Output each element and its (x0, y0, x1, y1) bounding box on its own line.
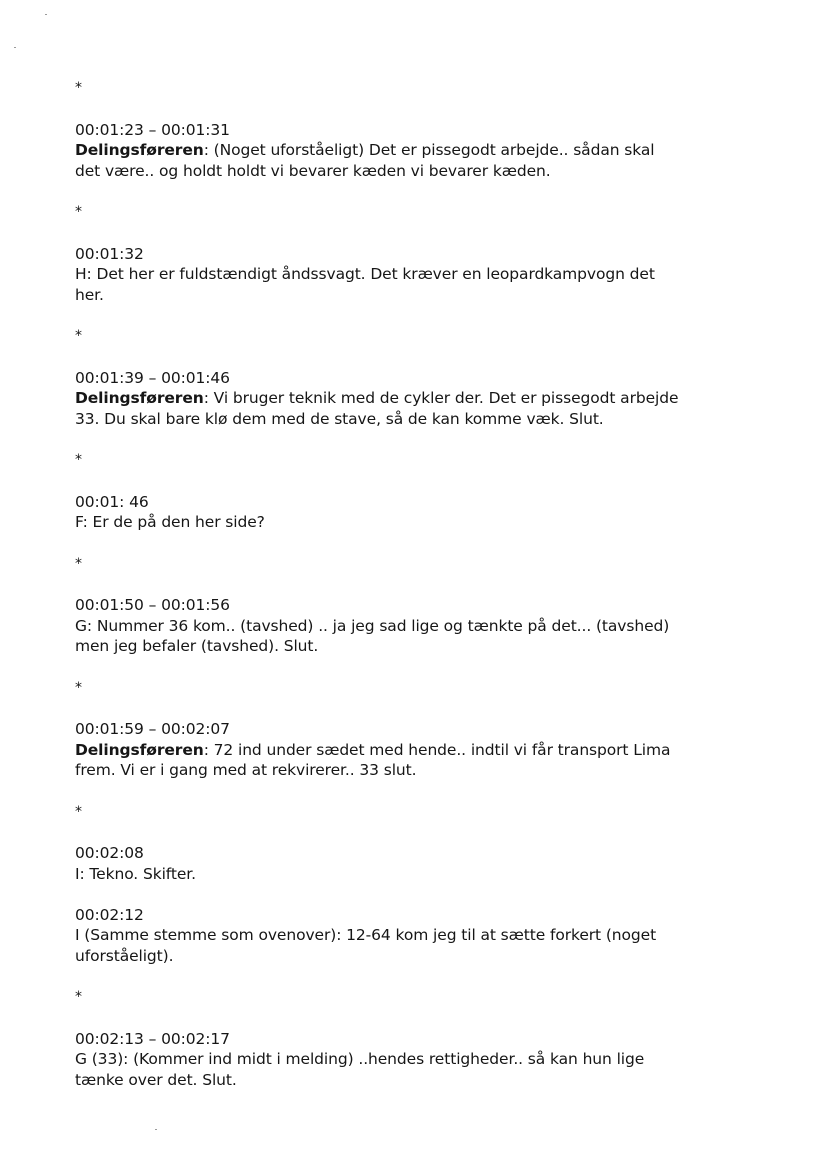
timestamp: 00:02:12 (75, 905, 144, 924)
separator-asterisk: * (75, 452, 82, 468)
timestamp: 00:02:08 (75, 844, 144, 862)
utterance-line: : Vi bruger teknik med de cykler der. Det er pissegodt arbejde (203, 389, 679, 407)
transcript-entry (75, 244, 775, 306)
separator-asterisk: * (75, 989, 82, 1005)
transcript-entry (75, 905, 775, 967)
timestamp: 00:01: 46 (75, 492, 149, 511)
separator-asterisk: * (75, 328, 82, 344)
utterance-line: tænke over det. Slut. (75, 1070, 237, 1089)
utterance-line: G (33): (Kommer ind midt i melding) ..hendes rettigheder.. så kan hun lige (75, 1050, 645, 1068)
speaker-name: Delingsføreren (75, 389, 204, 407)
timestamp: 00:01:50 – 00:01:56 (75, 596, 230, 614)
utterance-line: G: Nummer 36 kom.. (tavshed) .. ja jeg sad lige og tænkte på det... (tavshed) (75, 616, 670, 635)
transcript-entry (75, 368, 775, 430)
timestamp: 00:01:32 (75, 244, 144, 263)
utterance-line: F: Er de på den her side? (75, 513, 265, 531)
transcript-entry (75, 843, 775, 884)
scan-speck (14, 47, 16, 48)
utterance-line: H: Det her er fuldstændigt åndssvagt. Det kræver en leopardkampvogn det (75, 265, 655, 283)
separator-asterisk: * (75, 803, 82, 820)
separator-asterisk: * (75, 80, 82, 96)
utterance-line: her. (75, 285, 104, 304)
timestamp: 00:01:23 – 00:01:31 (75, 120, 230, 139)
timestamp: 00:01:59 – 00:02:07 (75, 720, 230, 738)
separator-asterisk: * (75, 204, 82, 220)
transcript-entry (75, 595, 775, 657)
transcript-page (75, 78, 775, 1090)
transcript-entry (75, 120, 775, 182)
utterance-line: I (Samme stemme som ovenover): 12-64 kom jeg til at sætte forkert (noget (75, 926, 657, 944)
speaker-name: Delingsføreren (75, 141, 204, 159)
utterance-line: det være.. og holdt holdt vi bevarer kæden vi bevarer kæden. (75, 161, 551, 180)
speaker-name: Delingsføreren (75, 740, 204, 759)
scan-speck (155, 1129, 157, 1130)
utterance-line: 33. Du skal bare klø dem med de stave, så de kan komme væk. Slut. (75, 409, 604, 428)
utterance-line: men jeg befaler (tavshed). Slut. (75, 637, 319, 655)
utterance-line: uforståeligt). (75, 946, 174, 965)
timestamp: 00:02:13 – 00:02:17 (75, 1029, 230, 1048)
utterance-line: frem. Vi er i gang med at rekvirerer.. 33 slut. (75, 761, 417, 779)
separator-asterisk: * (75, 555, 82, 572)
transcript-entry (75, 492, 775, 533)
utterance-line: I: Tekno. Skifter. (75, 864, 196, 883)
transcript-entry (75, 719, 775, 781)
transcript-entry (75, 1029, 775, 1091)
utterance-line: : 72 ind under sædet med hende.. indtil vi får transport Lima (203, 740, 671, 759)
timestamp: 00:01:39 – 00:01:46 (75, 368, 230, 387)
separator-asterisk: * (75, 679, 82, 696)
utterance-line: : (Noget uforståeligt) Det er pissegodt arbejde.. sådan skal (203, 141, 655, 159)
scan-speck (45, 14, 47, 15)
